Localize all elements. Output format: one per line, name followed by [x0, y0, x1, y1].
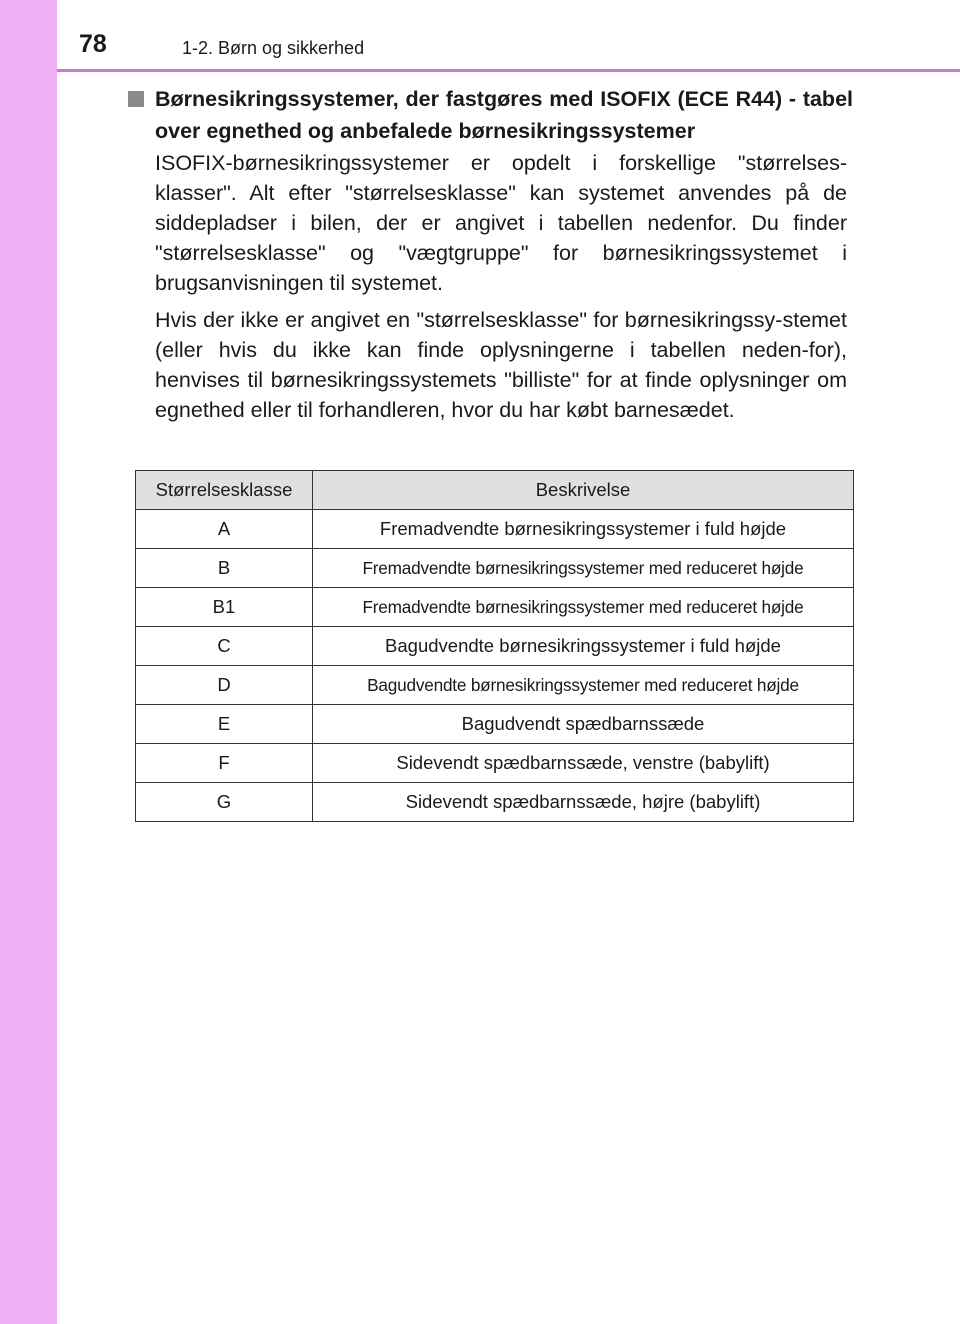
size-class-cell: B: [136, 549, 313, 588]
page-number: 78: [79, 30, 107, 58]
table-row: [136, 627, 854, 666]
page-header: [57, 0, 960, 74]
size-class-cell: B1: [136, 588, 313, 627]
table-row: [136, 549, 854, 588]
description-cell: Sidevendt spædbarnssæde, venstre (babylift): [313, 744, 854, 783]
body-paragraph-2: Hvis der ikke er angivet en "størrelsesklasse" for børnesikringssy-stemet (eller hvis du ikke kan finde oplysningerne i tabellen neden-for), henvises til børnesikringssystemets "billiste" for at finde oplysninger om egnethed eller til forhandleren, hvor du har købt barnesædet.: [155, 308, 847, 422]
table-row: [136, 744, 854, 783]
description-cell: Bagudvendt spædbarnssæde: [313, 705, 854, 744]
section-heading-text: Børnesikringssystemer, der fastgøres med ISOFIX (ECE R44) - tabel over egnethed og anbefalede børnesikringssystemer: [155, 87, 853, 143]
section-heading: [128, 83, 853, 147]
square-bullet-icon: [128, 91, 144, 107]
size-class-cell: D: [136, 666, 313, 705]
body-paragraph-1: ISOFIX-børnesikringssystemer er opdelt i forskellige "størrelses-klasser". Alt efter "størrelsesklasse" kan systemet anvendes på de siddepladser i bilen, der er angivet i tabellen nedenfor. Du finder "størrelsesklasse" og "vægtgruppe" for børnesikringssystemet i brugsanvisningen til systemet.: [155, 151, 847, 295]
table-row: [136, 666, 854, 705]
description-cell: Fremadvendte børnesikringssystemer med reduceret højde: [313, 588, 854, 627]
size-class-table: [135, 470, 854, 822]
table-header-row: [136, 471, 854, 510]
header-description: Beskrivelse: [313, 471, 854, 510]
size-class-cell: G: [136, 783, 313, 822]
size-class-cell: E: [136, 705, 313, 744]
table-row: [136, 783, 854, 822]
side-band: [0, 0, 57, 1324]
description-cell: Fremadvendte børnesikringssystemer i fuld højde: [313, 510, 854, 549]
chapter-title: 1-2. Børn og sikkerhed: [182, 38, 365, 58]
table-row: [136, 705, 854, 744]
size-class-cell: F: [136, 744, 313, 783]
table-row: [136, 510, 854, 549]
description-cell: Bagudvendte børnesikringssystemer i fuld højde: [313, 627, 854, 666]
description-cell: Bagudvendte børnesikringssystemer med reduceret højde: [313, 666, 854, 705]
table-row: [136, 588, 854, 627]
header-size-class: Størrelsesklasse: [136, 471, 313, 510]
size-class-cell: C: [136, 627, 313, 666]
header-rule: [57, 69, 960, 72]
size-class-cell: A: [136, 510, 313, 549]
description-cell: Fremadvendte børnesikringssystemer med reduceret højde: [313, 549, 854, 588]
description-cell: Sidevendt spædbarnssæde, højre (babylift): [313, 783, 854, 822]
